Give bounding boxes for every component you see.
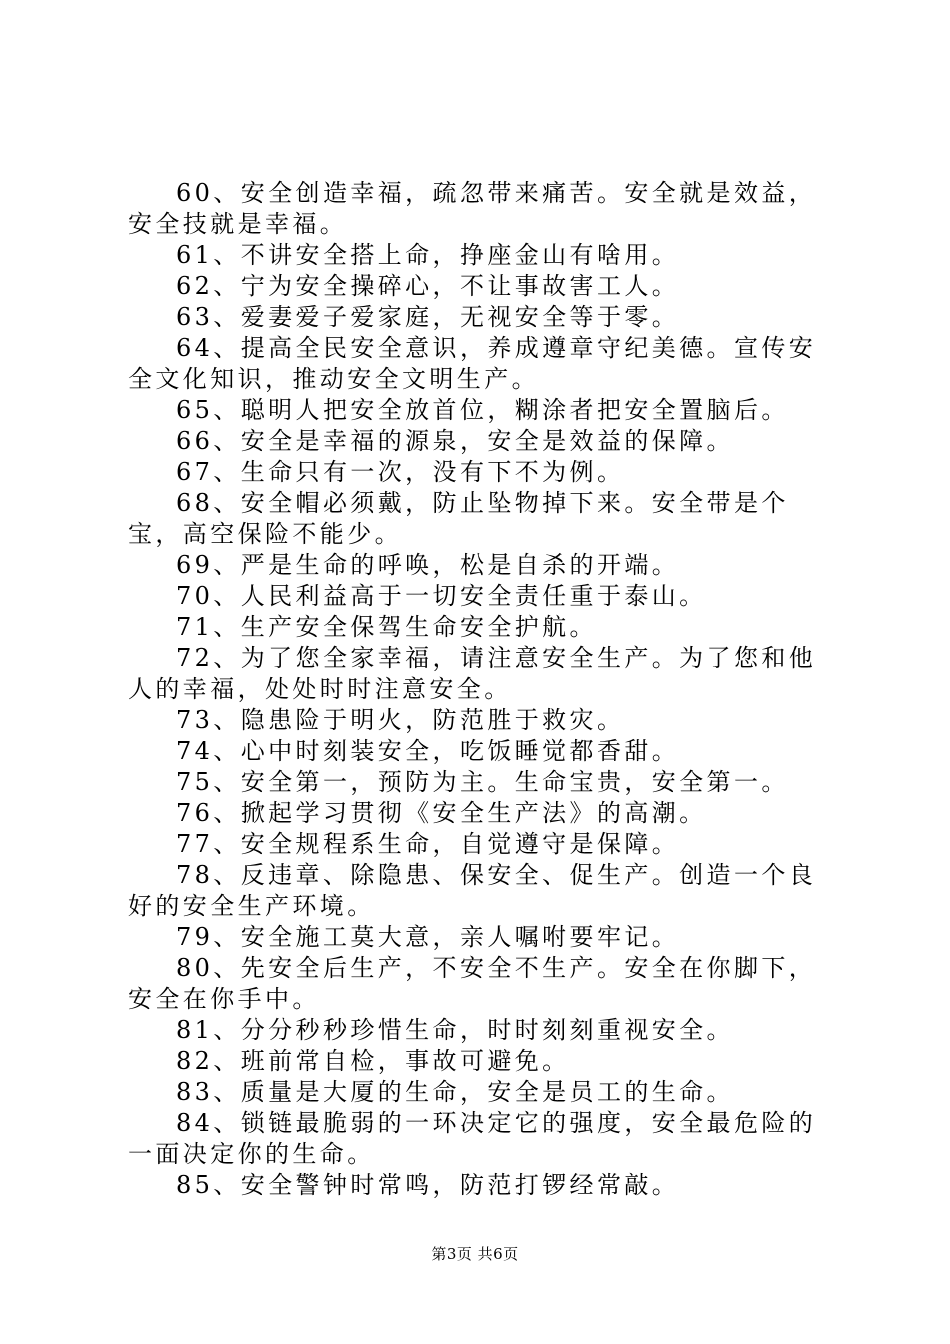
slogan-item: 79、安全施工莫大意，亲人嘱咐要牢记。: [176, 923, 680, 951]
slogan-item: 81、分分秒秒珍惜生命，时时刻刻重视安全。: [176, 1016, 734, 1044]
slogan-item: 64、提高全民安全意识，养成遵章守纪美德。宣传安全文化知识，推动安全文明生产。: [128, 334, 817, 393]
slogan-item: 69、严是生命的呼唤，松是自杀的开端。: [176, 551, 680, 579]
slogan-item: 61、不讲安全搭上命，挣座金山有啥用。: [176, 241, 680, 269]
slogan-item: 84、锁链最脆弱的一环决定它的强度，安全最危险的一面决定你的生命。: [128, 1109, 817, 1168]
slogan-item: 85、安全警钟时常鸣，防范打锣经常敲。: [176, 1171, 680, 1199]
slogan-item: 72、为了您全家幸福，请注意安全生产。为了您和他人的幸福，处处时时注意安全。: [128, 644, 817, 703]
slogan-item: 63、爱妻爱子爱家庭，无视安全等于零。: [176, 303, 680, 331]
slogan-item: 60、安全创造幸福，疏忽带来痛苦。安全就是效益，安全技就是幸福。: [128, 179, 817, 238]
slogan-item: 67、生命只有一次，没有下不为例。: [176, 458, 625, 486]
slogan-item: 74、心中时刻装安全，吃饭睡觉都香甜。: [176, 737, 680, 765]
slogan-item: 76、掀起学习贯彻《安全生产法》的高潮。: [176, 799, 707, 827]
slogan-item: 73、隐患险于明火，防范胜于救灾。: [176, 706, 625, 734]
slogan-item: 82、班前常自检，事故可避免。: [176, 1047, 570, 1075]
slogan-item: 77、安全规程系生命，自觉遵守是保障。: [176, 830, 680, 858]
slogan-item: 80、先安全后生产，不安全不生产。安全在你脚下，安全在你手中。: [128, 954, 817, 1013]
slogan-item: 71、生产安全保驾生命安全护航。: [176, 613, 597, 641]
slogan-item: 75、安全第一，预防为主。生命宝贵，安全第一。: [176, 768, 789, 796]
slogan-item: 68、安全帽必须戴，防止坠物掉下来。安全带是个宝，高空保险不能少。: [128, 489, 789, 548]
document-body: [128, 178, 833, 1201]
slogan-item: 83、质量是大厦的生命，安全是员工的生命。: [176, 1078, 734, 1106]
slogan-item: 66、安全是幸福的源泉，安全是效益的保障。: [176, 427, 734, 455]
slogan-item: 78、反违章、除隐患、保安全、促生产。创造一个良好的安全生产环境。: [128, 861, 817, 920]
slogan-item: 62、宁为安全操碎心，不让事故害工人。: [176, 272, 680, 300]
slogan-item: 65、聪明人把安全放首位，糊涂者把安全置脑后。: [176, 396, 789, 424]
page-number: 第3页 共6页: [431, 1245, 519, 1263]
slogan-item: 70、人民利益高于一切安全责任重于泰山。: [176, 582, 707, 610]
